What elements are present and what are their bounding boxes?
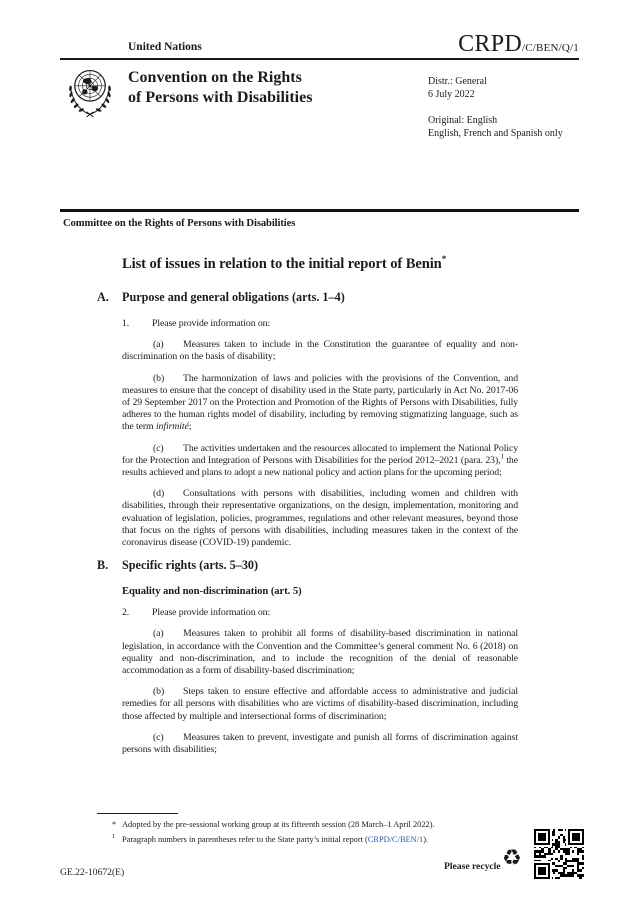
qr-finder-icon bbox=[534, 863, 550, 879]
qr-code bbox=[534, 829, 584, 879]
section-a-letter: A. bbox=[97, 290, 109, 304]
paragraph-1c-tail: the results achieved and plans to adopt a new national policy and action plans for the upcoming period; bbox=[122, 454, 518, 479]
footnote-document-link[interactable]: CRPD/C/BEN/1 bbox=[367, 834, 424, 844]
section-b-heading-text: Specific rights (arts. 5–30) bbox=[122, 558, 259, 573]
paragraph-1b-text: The harmonization of laws and policies with the provisions of the Convention, and measures to ensure that the concept of disability used in the State party, particularly in Act No. 2017-06 of 29 September 2017 on the Protection and Promotion of the Rights of Persons with Disabilities, fully adheres to the human rights model of disability, including by removing stigmatizing language, such as the term bbox=[122, 372, 518, 433]
paragraph-2 bbox=[97, 607, 518, 619]
paragraph-2c-text: Measures taken to prevent, investigate and punish all forms of discrimination against persons with disabilities; bbox=[122, 731, 518, 756]
footnote-star bbox=[97, 819, 518, 831]
un-label: United Nations bbox=[128, 41, 202, 53]
footnote-1-ref: 1 bbox=[500, 453, 504, 461]
paragraph-2-text: Please provide information on: bbox=[152, 607, 271, 619]
qr-finder-icon bbox=[568, 829, 584, 845]
paragraph-1c-text: The activities undertaken and the resources allocated to implement the National Policy for the Protection and Integration of Persons with Disabilities for the period 2012–2021 (para. 23), bbox=[122, 442, 518, 466]
item-label: (c) bbox=[153, 731, 164, 743]
footnote-one bbox=[97, 831, 518, 846]
header-rule bbox=[60, 58, 579, 60]
org-title bbox=[128, 68, 312, 107]
paragraph-1a-text: Measures taken to include in the Constitution the guarantee of equality and non-discrimination on the basis of disability; bbox=[122, 339, 518, 363]
item-label: (d) bbox=[153, 488, 165, 500]
footnote-star-text: Adopted by the pre-sessional working group at its fifteenth session (28 March–1 April 2022). bbox=[122, 820, 435, 829]
org-title-line2: of Persons with Disabilities bbox=[128, 88, 313, 106]
paragraph-1 bbox=[97, 318, 518, 330]
paragraph-2b bbox=[97, 686, 518, 723]
paragraph-1d-text: Consultations with persons with disabilities, including women and children with disabilities, through their representative organizations, on the design, implementation, monitoring and evaluation of legislation, policies, programmes, regulations and other relevant measures, beyond those that focus on the rights of persons with disabilities, including measures taken in the context of the coronavirus disease (COVID-19) pandemic. bbox=[122, 488, 518, 549]
paragraph-1b-tail: ; bbox=[188, 421, 192, 433]
org-title-line1: Convention on the Rights bbox=[128, 69, 302, 86]
ge-number: GE.22-10672(E) bbox=[60, 867, 125, 878]
doc-symbol-main: CRPD bbox=[458, 31, 522, 57]
subheading-equality: Equality and non-discrimination (art. 5) bbox=[122, 586, 302, 598]
section-b-letter: B. bbox=[97, 558, 109, 573]
languages-line: English, French and Spanish only bbox=[428, 128, 563, 139]
paragraph-1d bbox=[97, 488, 518, 549]
section-a-heading-text: Purpose and general obligations (arts. 1–4) bbox=[122, 290, 345, 304]
qr-finder-icon bbox=[534, 829, 550, 845]
paragraph-2a bbox=[97, 628, 518, 677]
footnote-star-marker: * bbox=[112, 820, 117, 829]
paragraph-2c bbox=[97, 732, 518, 756]
original-language-line: Original: English bbox=[428, 115, 498, 126]
italic-term: infirmité bbox=[155, 421, 189, 433]
paragraph-1-text: Please provide information on: bbox=[152, 318, 271, 329]
paragraph-2a-text: Measures taken to prohibit all forms of disability-based discrimination in national legislation, in accordance with the Convention and the Committee’s general comment No. 6 (2018) on equality and non-discrimination, and to include the recognition of the denial of reasonable accommodation as a form of disability-based discrimination; bbox=[122, 628, 518, 677]
paragraph-2-number: 2. bbox=[122, 607, 130, 619]
section-a-heading bbox=[97, 290, 345, 304]
page-title-text: List of issues in relation to the initial report of Benin bbox=[122, 255, 442, 272]
section-b-heading bbox=[97, 558, 518, 572]
paragraph-1b bbox=[97, 373, 518, 434]
footnote-rule bbox=[97, 813, 178, 814]
doc-symbol bbox=[458, 31, 579, 58]
paragraph-1a bbox=[97, 339, 518, 363]
un-emblem-icon bbox=[64, 62, 116, 125]
committee-heading: Committee on the Rights of Persons with Disabilities bbox=[63, 218, 296, 229]
footnotes bbox=[97, 819, 518, 845]
footnote-one-text: Paragraph numbers in parentheses refer to the State party’s initial report ( bbox=[122, 834, 368, 844]
title-footnote-ref: * bbox=[441, 254, 447, 264]
footnote-one-marker: 1 bbox=[112, 832, 116, 840]
item-label: (c) bbox=[153, 442, 164, 454]
paragraph-2b-text: Steps taken to ensure effective and affordable access to administrative and judicial remedies for all persons with disabilities who are victims of disability-based discrimination, including those affected by multiple and intersectional forms of discrimination; bbox=[122, 686, 518, 722]
section-rule bbox=[60, 209, 579, 212]
item-label: (b) bbox=[153, 686, 165, 698]
document-body bbox=[97, 318, 518, 765]
item-label: (b) bbox=[153, 372, 165, 384]
date-line: 6 July 2022 bbox=[428, 89, 475, 100]
footnote-one-tail: ). bbox=[423, 834, 429, 844]
recycle-label: Please recycle bbox=[444, 861, 501, 872]
paragraph-1-number: 1. bbox=[122, 318, 130, 329]
doc-symbol-suffix: /C/BEN/Q/1 bbox=[521, 42, 579, 54]
item-label: (a) bbox=[153, 628, 164, 640]
distr-line: Distr.: General bbox=[428, 76, 487, 87]
recycle-icon: ♻ bbox=[502, 846, 522, 871]
paragraph-1c bbox=[97, 443, 518, 480]
item-label: (a) bbox=[153, 339, 164, 351]
page-title bbox=[122, 254, 446, 273]
